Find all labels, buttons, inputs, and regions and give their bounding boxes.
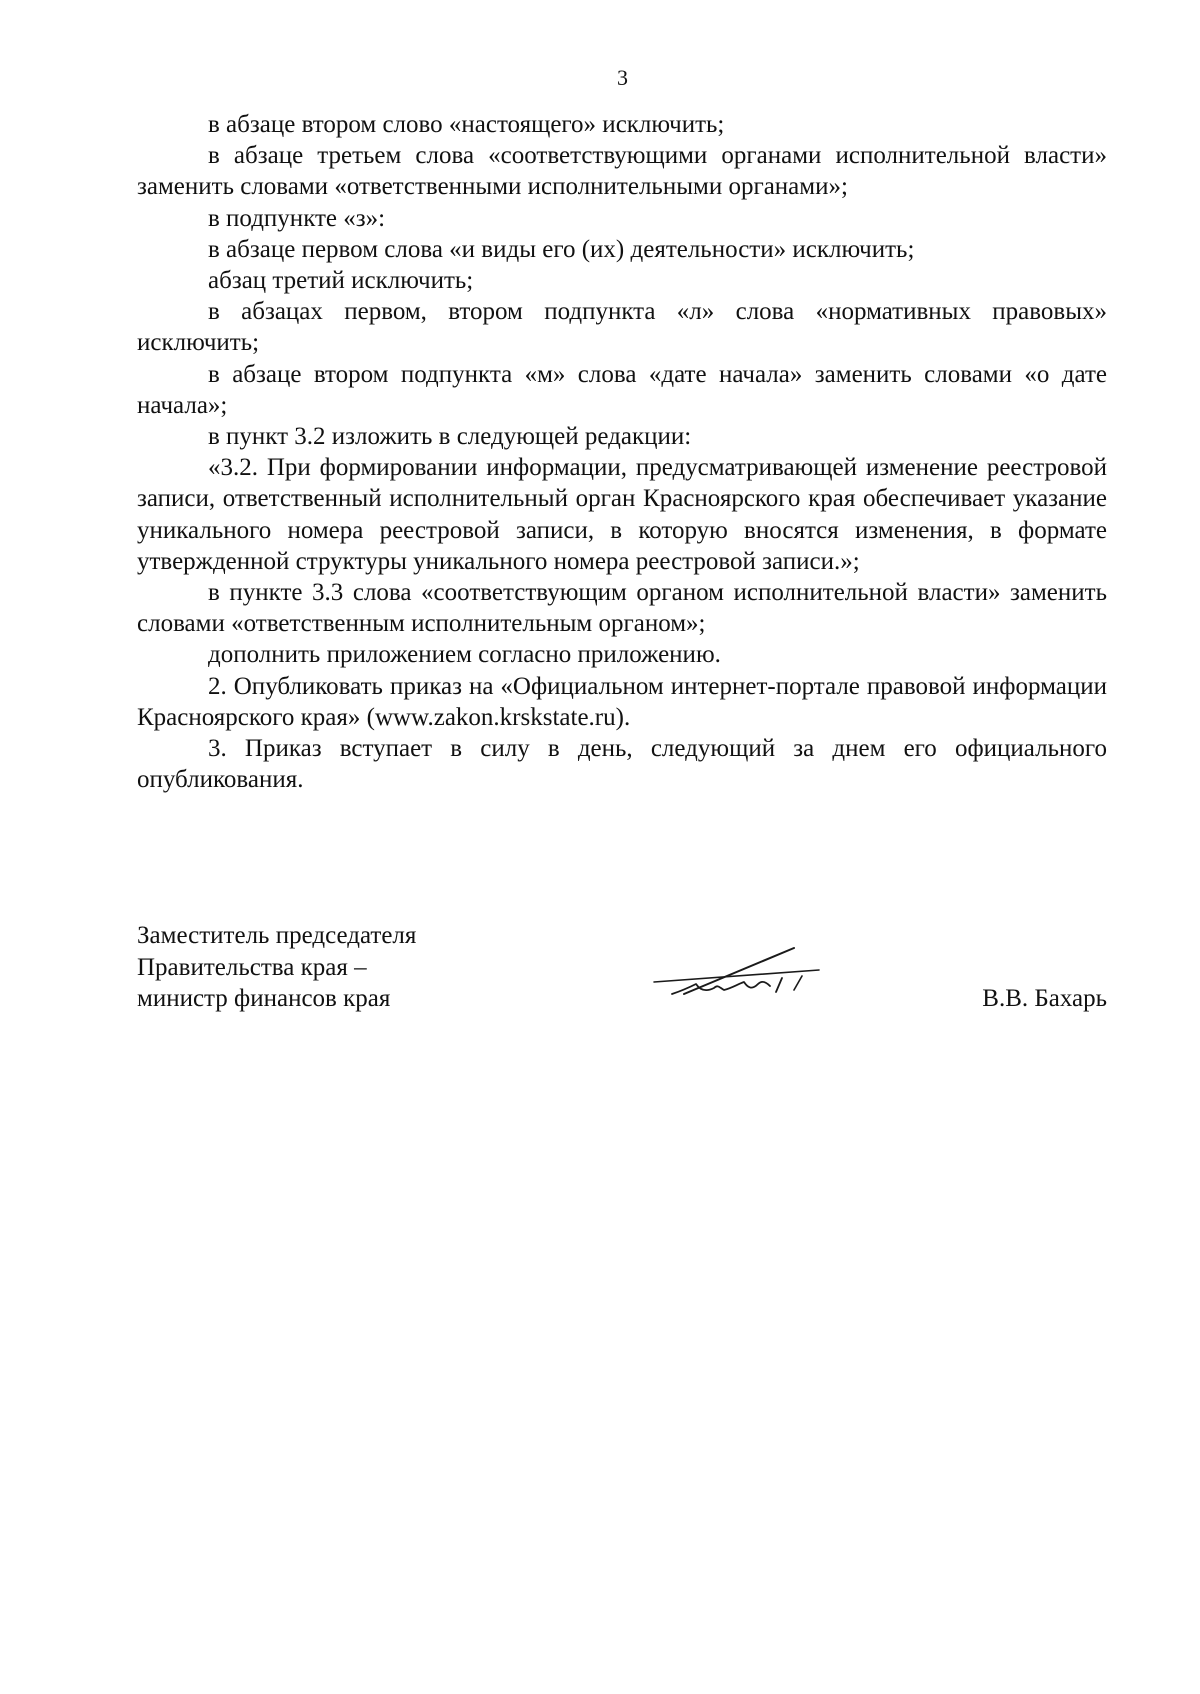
paragraph: в абзаце первом слова «и виды его (их) деятельности» исключить;	[208, 235, 915, 263]
signatory-title-line: Правительства края –	[137, 953, 367, 981]
signatory-name: В.В. Бахарь	[982, 985, 1107, 1012]
document-body	[137, 109, 1107, 795]
signatory-title-line: министр финансов края	[137, 985, 391, 1012]
page-number: 3	[617, 65, 628, 90]
paragraph: в абзаце третьем слова «соответствующими органами исполнительной власти» заменить словами «ответственными исполнительными органами»;	[137, 142, 1107, 201]
handwritten-signature	[644, 932, 824, 1012]
paragraph: в пункте 3.3 слова «соответствующим органом исполнительной власти» заменить словами «ответственным исполнительным органом»;	[137, 579, 1107, 638]
paragraph: в абзаце втором подпункта «м» слова «дате начала» заменить словами «о дате начала»;	[137, 360, 1107, 419]
paragraph: 3. Приказ вступает в силу в день, следующий за днем его официального опубликования.	[137, 735, 1107, 794]
paragraph: в абзаце втором слово «настоящего» исключить;	[208, 111, 725, 138]
paragraph: в абзацах первом, втором подпункта «л» слова «нормативных правовых» исключить;	[137, 298, 1107, 357]
paragraph: дополнить приложением согласно приложению.	[208, 641, 721, 669]
paragraph: абзац третий исключить;	[208, 267, 474, 295]
paragraph: 2. Опубликовать приказ на «Официальном интернет-портале правовой информации Красноярского края» (www.zakon.krskstate.ru).	[137, 672, 1107, 731]
signatory-title-line: Заместитель председателя	[137, 922, 417, 949]
paragraph: в подпункте «з»:	[208, 204, 386, 232]
signatory-title	[137, 920, 557, 1015]
paragraph: в пункт 3.2 изложить в следующей редакции:	[208, 423, 692, 451]
paragraph: «3.2. При формировании информации, предусматривающей изменение реестровой записи, ответственный исполнительный орган Красноярского края обеспечивает указание уникального номера реестровой записи, в которую вносятся изменения, в формате утвержденной структуры уникального номера реестровой записи.»;	[137, 454, 1107, 575]
